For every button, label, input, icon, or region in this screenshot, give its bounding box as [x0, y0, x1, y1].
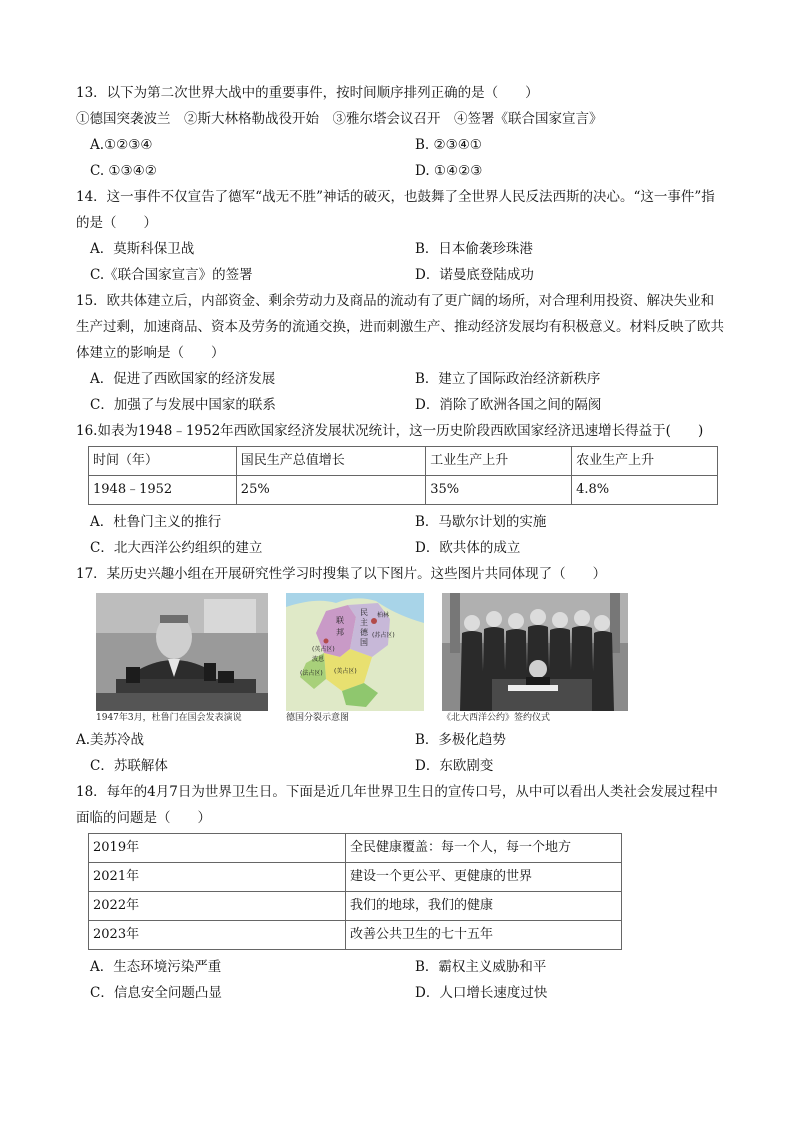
option-18-c: C．信息安全问题凸显: [90, 985, 222, 1001]
option-13-a: A.①②③④: [90, 137, 153, 153]
option-16-d: D．欧共体的成立: [415, 540, 521, 556]
table-cell: 2021年: [89, 863, 346, 892]
option-18-d: D．人口增长速度过快: [415, 985, 548, 1001]
map-label: 民: [360, 608, 368, 617]
question-14: [76, 184, 726, 288]
option-17-c: C．苏联解体: [90, 758, 168, 774]
option-14-c: C.《联合国家宣言》的签署: [90, 267, 253, 283]
economy-table: [88, 446, 718, 505]
table-cell: 1948﹣1952: [89, 476, 237, 505]
question-15-stem: 15．欧共体建立后，内部资金、剩余劳动力及商品的流动有了更广阔的场所，对合理利用投资、解决失业和生产过剩，加速商品、资本及劳务的流通交换，进而刺激生产、推动经济发展均有积极意义。材料反映了欧共体建立的影响是（ ）: [76, 293, 724, 361]
table-cell: 改善公共卫生的七十五年: [346, 921, 622, 950]
option-13-c: C. ①③④②: [90, 163, 157, 179]
table-row: [89, 476, 718, 505]
option-15-b: B．建立了国际政治经济新秩序: [415, 371, 601, 387]
option-14-a: A．莫斯科保卫战: [90, 241, 195, 257]
question-16-stem: 16.如表为1948﹣1952年西欧国家经济发展状况统计，这一历史阶段西欧国家经济迅速增长得益于( ): [76, 423, 704, 439]
table-cell: 4.8%: [572, 476, 718, 505]
option-17-d: D．东欧剧变: [415, 758, 494, 774]
map-label: 国: [360, 638, 368, 647]
table-cell: 2023年: [89, 921, 346, 950]
option-15-d: D．消除了欧洲各国之间的隔阂: [415, 397, 602, 413]
table-row: [89, 863, 622, 892]
option-13-b: B. ②③④①: [415, 137, 482, 153]
image-nato: [442, 593, 628, 725]
image-strip: [96, 593, 726, 727]
question-13: [76, 80, 726, 184]
exam-page: [76, 80, 726, 1006]
map-label: (法占区): [300, 670, 323, 677]
table-header-cell: 工业生产上升: [426, 447, 572, 476]
map-label: 德: [360, 628, 368, 637]
image-caption: 1947年3月，杜鲁门在国会发表演说: [96, 713, 242, 723]
question-16: [76, 418, 726, 561]
option-18-b: B．霸权主义威胁和平: [415, 959, 547, 975]
option-13-d: D. ①④②③: [415, 163, 483, 179]
table-cell: 全民健康覆盖：每一个人，每一个地方: [346, 834, 622, 863]
option-14-b: B．日本偷袭珍珠港: [415, 241, 533, 257]
table-row: [89, 892, 622, 921]
option-17-b: B．多极化趋势: [415, 732, 506, 748]
option-17-a: A.美苏冷战: [76, 732, 145, 748]
table-cell: 2019年: [89, 834, 346, 863]
question-15: [76, 288, 726, 418]
option-16-a: A．杜鲁门主义的推行: [90, 514, 222, 530]
table-cell: 2022年: [89, 892, 346, 921]
table-row: [89, 834, 622, 863]
table-header-cell: 国民生产总值增长: [236, 447, 425, 476]
question-18: [76, 779, 726, 1006]
germany-division-map-icon: [286, 593, 424, 711]
table-header-row: [89, 447, 718, 476]
map-label: 波恩: [312, 656, 325, 663]
map-label: 柏林: [377, 612, 390, 619]
question-18-stem: 18．每年的4月7日为世界卫生日。下面是近几年世界卫生日的宣传口号，从中可以看出人类社会发展过程中面临的问题是（ ）: [76, 784, 718, 826]
map-label: (英占区): [312, 646, 335, 653]
question-13-stem: 13．以下为第二次世界大战中的重要事件，按时间顺序排列正确的是（ ）: [76, 85, 539, 101]
truman-speech-photo-icon: [96, 593, 268, 711]
image-germany-map: [286, 593, 424, 725]
option-18-a: A．生态环境污染严重: [90, 959, 222, 975]
table-cell: 建设一个更公平、更健康的世界: [346, 863, 622, 892]
map-label: 邦: [336, 628, 344, 637]
table-cell: 我们的地球，我们的健康: [346, 892, 622, 921]
image-caption: 德国分裂示意图: [286, 713, 350, 723]
slogan-table: [88, 833, 622, 950]
map-label: (美占区): [334, 668, 357, 675]
table-header-cell: 时间（年）: [89, 447, 237, 476]
map-label: 联: [336, 616, 344, 625]
question-17: [76, 561, 726, 779]
nato-signing-photo-icon: [442, 593, 628, 711]
option-14-d: D．诺曼底登陆成功: [415, 267, 534, 283]
image-caption: 《北大西洋公约》签约仪式: [442, 713, 551, 723]
table-header-cell: 农业生产上升: [572, 447, 718, 476]
table-row: [89, 921, 622, 950]
question-17-stem: 17．某历史兴趣小组在开展研究性学习时搜集了以下图片。这些图片共同体现了（ ）: [76, 566, 607, 582]
question-13-events: ①德国突袭波兰 ②斯大林格勒战役开始 ③雅尔塔会议召开 ④签署《联合国家宣言》: [76, 111, 603, 127]
option-16-c: C．北大西洋公约组织的建立: [90, 540, 263, 556]
option-15-a: A．促进了西欧国家的经济发展: [90, 371, 276, 387]
map-label: (苏占区): [372, 632, 395, 639]
question-14-stem: 14．这一事件不仅宣告了德军“战无不胜”神话的破灭，也鼓舞了全世界人民反法西斯的决心。“这一事件”指的是（ ）: [76, 189, 715, 231]
map-label: 主: [360, 618, 368, 627]
table-cell: 25%: [236, 476, 425, 505]
option-16-b: B．马歇尔计划的实施: [415, 514, 547, 530]
table-cell: 35%: [426, 476, 572, 505]
option-15-c: C．加强了与发展中国家的联系: [90, 397, 276, 413]
image-truman: [96, 593, 268, 725]
